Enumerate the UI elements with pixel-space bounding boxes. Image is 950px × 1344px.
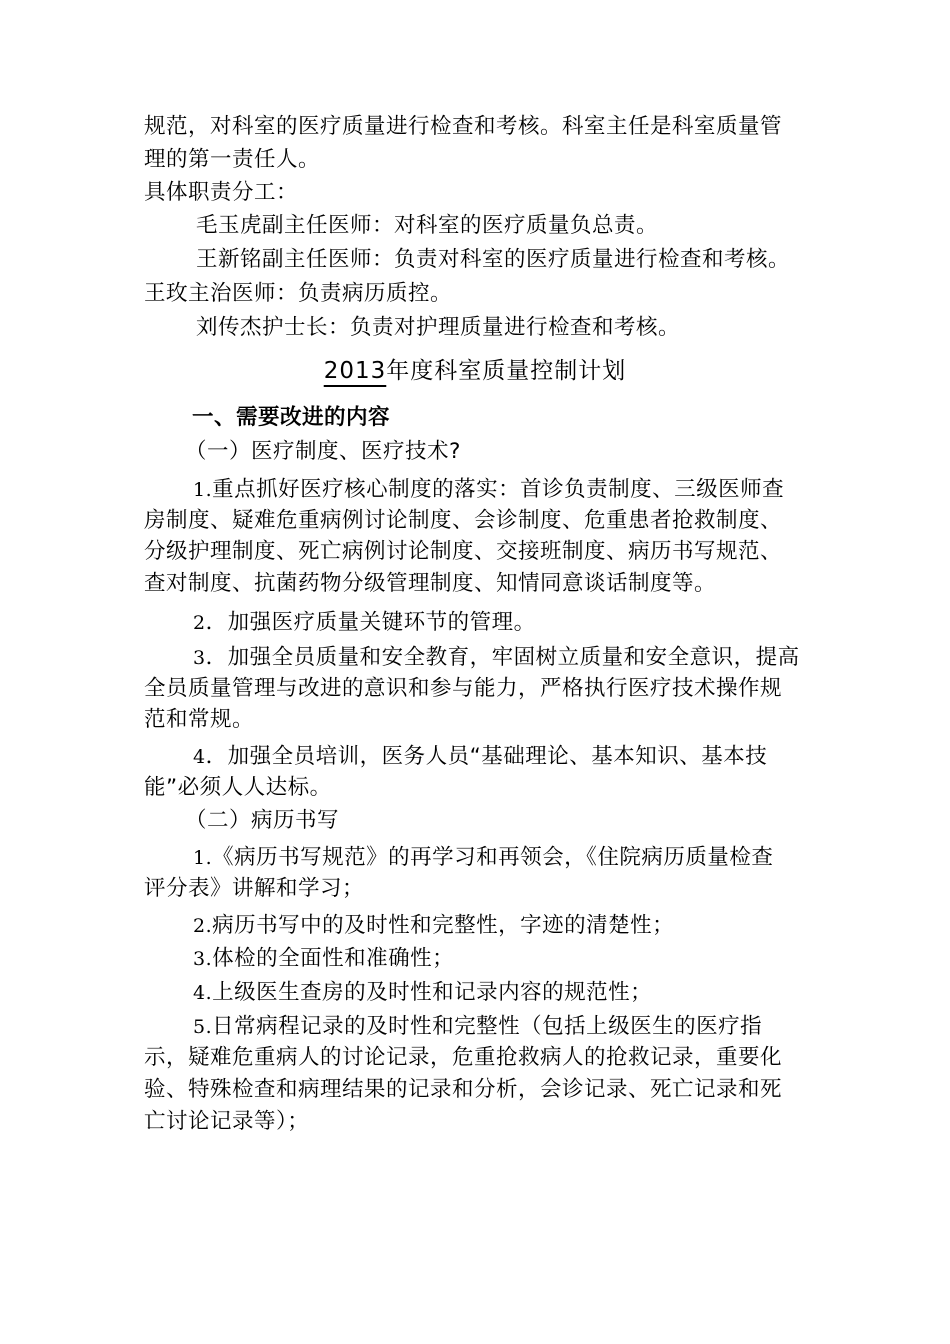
item-1-line-1: 1.重点抓好医疗核心制度的落实：首诊负责制度、三级医师查 [193, 477, 785, 502]
duty-3: 王玫主治医师：负责病历质控。 [144, 281, 453, 306]
item-1-line-4: 查对制度、抗菌药物分级管理制度、知情同意谈话制度等。 [144, 571, 717, 596]
plan-title-year: 2013 [323, 358, 387, 384]
item-3-line-2: 全员质量管理与改进的意识和参与能力，严格执行医疗技术操作规 [144, 676, 783, 701]
record-item-1-line-1: 1.《病历书写规范》的再学习和再领会，《住院病历质量检查 [193, 845, 774, 870]
item-4-number: 4 [193, 746, 206, 768]
duty-2: 王新铭副主任医师：负责对科室的医疗质量进行检查和考核。 [196, 247, 791, 272]
duties-label: 具体职责分工： [144, 180, 299, 205]
duty-4: 刘传杰护士长：负责对护理质量进行检查和考核。 [196, 315, 681, 340]
item-1-line-3: 分级护理制度、死亡病例讨论制度、交接班制度、病历书写规范、 [144, 539, 783, 564]
subheading-2: （二）病历书写 [185, 808, 340, 833]
item-3-number: 3 [193, 647, 206, 669]
record-item-3: 3.体检的全面性和准确性； [193, 946, 455, 971]
item-1-number: 1. [193, 479, 213, 501]
intro-line-1: 规范，对科室的医疗质量进行检查和考核。科室主任是科室质量管 [144, 114, 783, 139]
section-heading-1: 一、需要改进的内容 [192, 405, 391, 430]
record-item-3-number: 3. [193, 948, 213, 970]
record-item-1-line-2: 评分表》讲解和学习； [144, 876, 365, 901]
record-item-4: 4.上级医生查房的及时性和记录内容的规范性； [193, 980, 653, 1005]
record-item-5-line-4: 亡讨论记录等）； [144, 1109, 310, 1134]
record-item-5-number: 5. [193, 1016, 213, 1038]
record-item-2-number: 2. [193, 915, 213, 937]
record-item-5-line-2: 示，疑难危重病人的讨论记录，危重抢救病人的抢救记录，重要化 [144, 1045, 783, 1070]
item-2: 2．加强医疗质量关键环节的管理。 [193, 610, 536, 635]
item-3-line-3: 范和常规。 [144, 707, 255, 732]
item-3-line-1: 3．加强全员质量和安全教育，牢固树立质量和安全意识，提高 [193, 645, 800, 670]
intro-line-2: 理的第一责任人。 [144, 147, 321, 172]
record-item-1-number: 1. [193, 847, 213, 869]
item-1-line-2: 房制度、疑难危重病例讨论制度、会诊制度、危重患者抢救制度、 [144, 508, 783, 533]
plan-title-text: 年度科室质量控制计划 [386, 358, 627, 384]
record-item-2: 2.病历书写中的及时性和完整性，字迹的清楚性； [193, 913, 675, 938]
subheading-1: （一）医疗制度、医疗技术? [185, 439, 461, 464]
record-item-5-line-3: 验、特殊检查和病理结果的记录和分析，会诊记录、死亡记录和死 [144, 1077, 783, 1102]
record-item-4-number: 4. [193, 982, 213, 1004]
item-4-line-1: 4．加强全员培训，医务人员“基础理论、基本知识、基本技 [193, 744, 768, 769]
duty-1: 毛玉虎副主任医师：对科室的医疗质量负总责。 [196, 213, 659, 238]
record-item-5-line-1: 5.日常病程记录的及时性和完整性（包括上级医生的医疗指 [193, 1014, 763, 1039]
item-2-number: 2 [193, 612, 206, 634]
item-4-line-2: 能”必须人人达标。 [144, 775, 332, 800]
plan-title [0, 356, 950, 386]
